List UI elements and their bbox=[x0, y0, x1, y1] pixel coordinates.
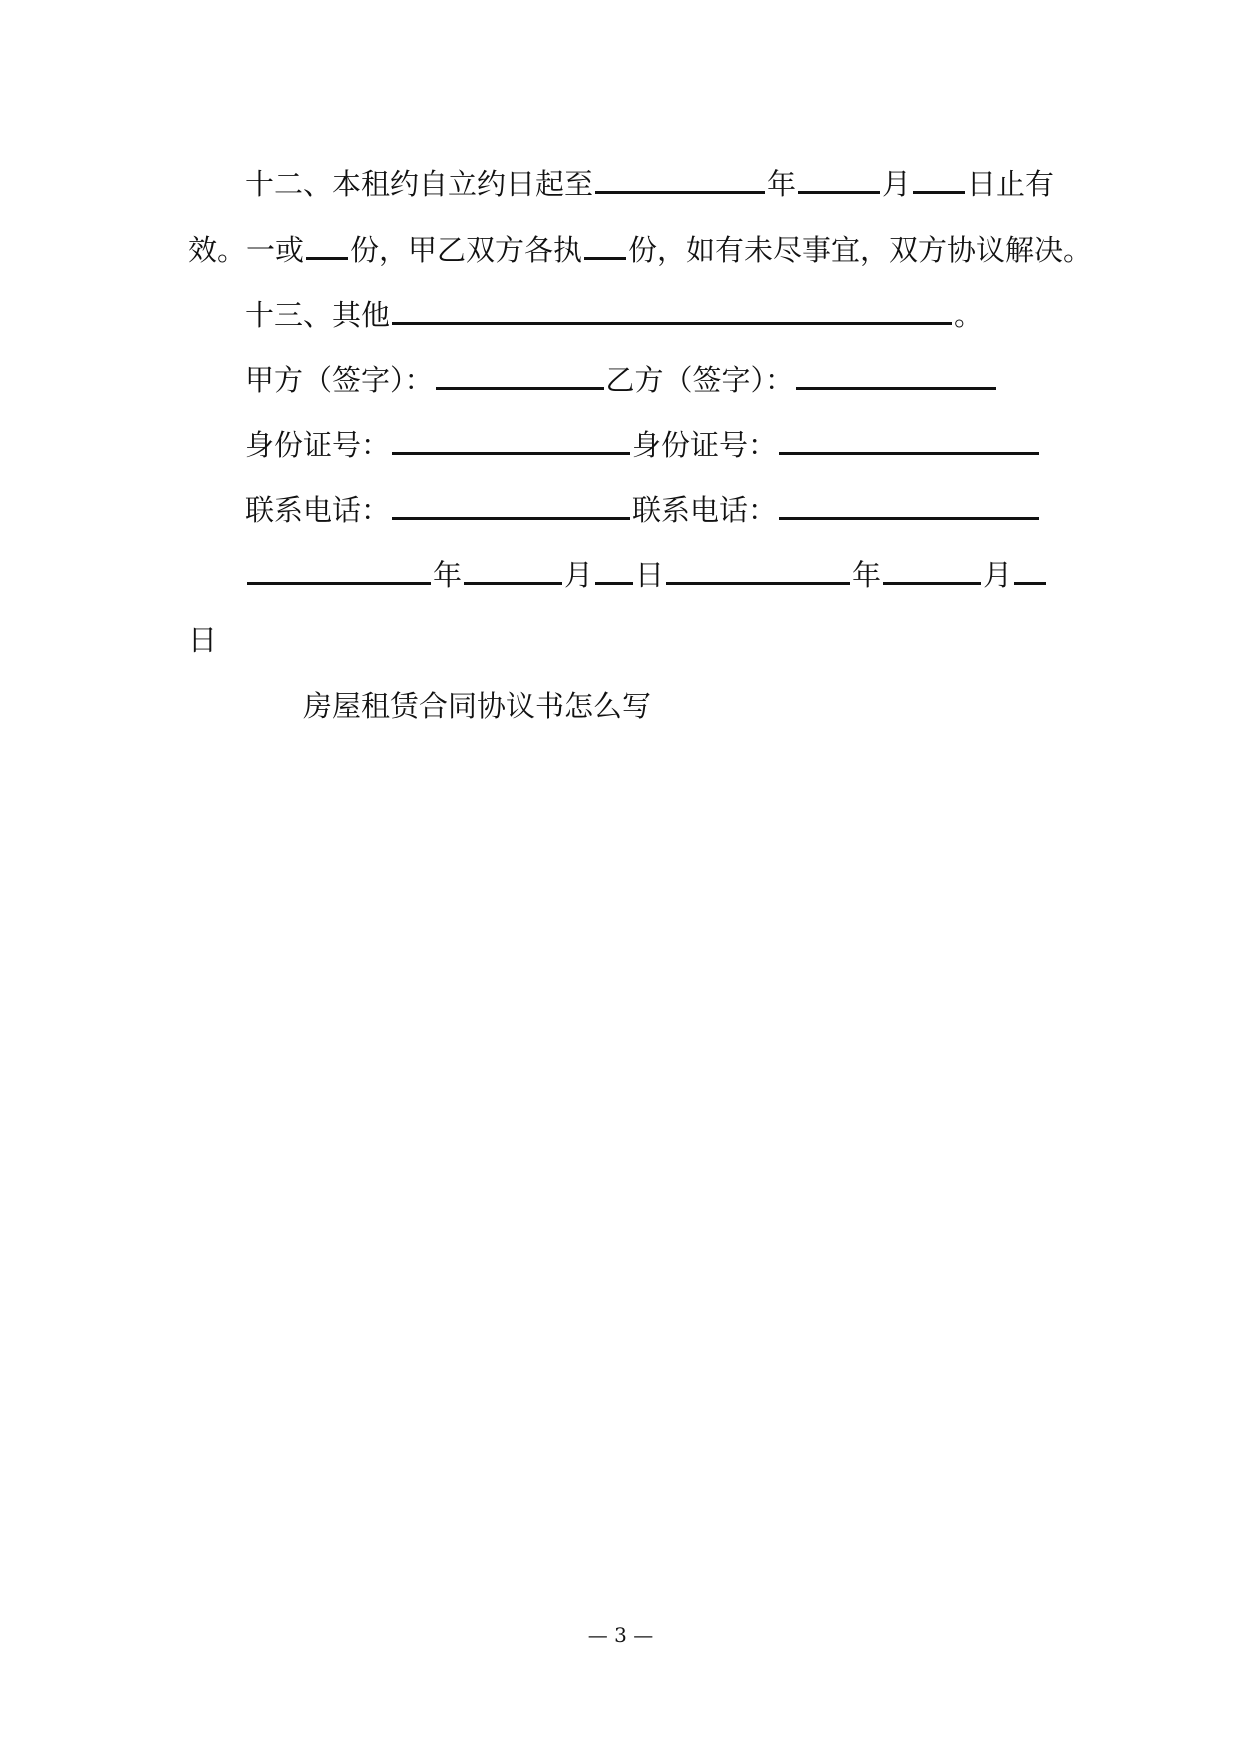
party-b-day-blank[interactable] bbox=[1014, 556, 1046, 585]
trailing-title-text: 房屋租赁合同协议书怎么写 bbox=[303, 689, 652, 723]
clause-13-label: 十三、其他 bbox=[245, 298, 391, 332]
copies-text: 效。一或 bbox=[188, 233, 305, 267]
party-b-phone-label: 联系电话： bbox=[632, 493, 778, 527]
other-terms-blank[interactable] bbox=[392, 296, 952, 325]
clause-12-line-1 bbox=[245, 164, 1241, 204]
trailing-title bbox=[303, 686, 1241, 726]
phone-row bbox=[245, 490, 1241, 530]
party-a-day-blank[interactable] bbox=[595, 556, 633, 585]
party-b-month-label: 月 bbox=[983, 558, 1013, 592]
party-a-year-blank[interactable] bbox=[247, 556, 431, 585]
signature-row bbox=[245, 360, 1241, 400]
party-a-day-label: 日 bbox=[635, 558, 665, 592]
party-a-phone-label: 联系电话： bbox=[245, 493, 391, 527]
total-copies-blank[interactable] bbox=[306, 231, 348, 260]
party-b-label: 乙方（签字）： bbox=[605, 363, 795, 397]
party-b-signature-blank[interactable] bbox=[796, 361, 996, 390]
party-b-year-blank[interactable] bbox=[666, 556, 850, 585]
clause-13-end: 。 bbox=[954, 298, 984, 332]
party-a-year-label: 年 bbox=[433, 558, 463, 592]
party-b-id-blank[interactable] bbox=[779, 426, 1039, 455]
end-month-blank[interactable] bbox=[798, 165, 880, 194]
party-a-id-blank[interactable] bbox=[392, 426, 630, 455]
party-b-phone-blank[interactable] bbox=[779, 491, 1039, 520]
party-a-label: 甲方（签字）： bbox=[245, 363, 434, 397]
clause-12-line-2 bbox=[188, 230, 1241, 270]
end-year-blank[interactable] bbox=[595, 165, 765, 194]
party-a-month-label: 月 bbox=[564, 558, 594, 592]
id-number-row bbox=[245, 425, 1241, 465]
day-label: 日止有 bbox=[967, 167, 1055, 201]
month-label: 月 bbox=[882, 167, 912, 201]
each-copies-blank[interactable] bbox=[584, 231, 626, 260]
party-a-signature-blank[interactable] bbox=[436, 361, 604, 390]
party-a-id-label: 身份证号： bbox=[245, 428, 391, 462]
resolution-text: 份，如有未尽事宜，双方协议解决。 bbox=[628, 233, 1093, 267]
party-a-month-blank[interactable] bbox=[464, 556, 562, 585]
party-b-id-label: 身份证号： bbox=[632, 428, 778, 462]
clause-13-line bbox=[245, 295, 1241, 335]
party-a-phone-blank[interactable] bbox=[392, 491, 630, 520]
date-row-wrap bbox=[188, 620, 1241, 660]
year-label: 年 bbox=[767, 167, 797, 201]
page-number: — 3 — bbox=[587, 1623, 654, 1647]
date-row bbox=[245, 555, 1241, 595]
party-b-year-label: 年 bbox=[852, 558, 882, 592]
party-b-month-blank[interactable] bbox=[883, 556, 981, 585]
clause-12-text: 十二、本租约自立约日起至 bbox=[245, 167, 594, 201]
party-b-day-label: 日 bbox=[188, 623, 218, 657]
each-party-text: 份，甲乙双方各执 bbox=[350, 233, 583, 267]
end-day-blank[interactable] bbox=[913, 165, 965, 194]
